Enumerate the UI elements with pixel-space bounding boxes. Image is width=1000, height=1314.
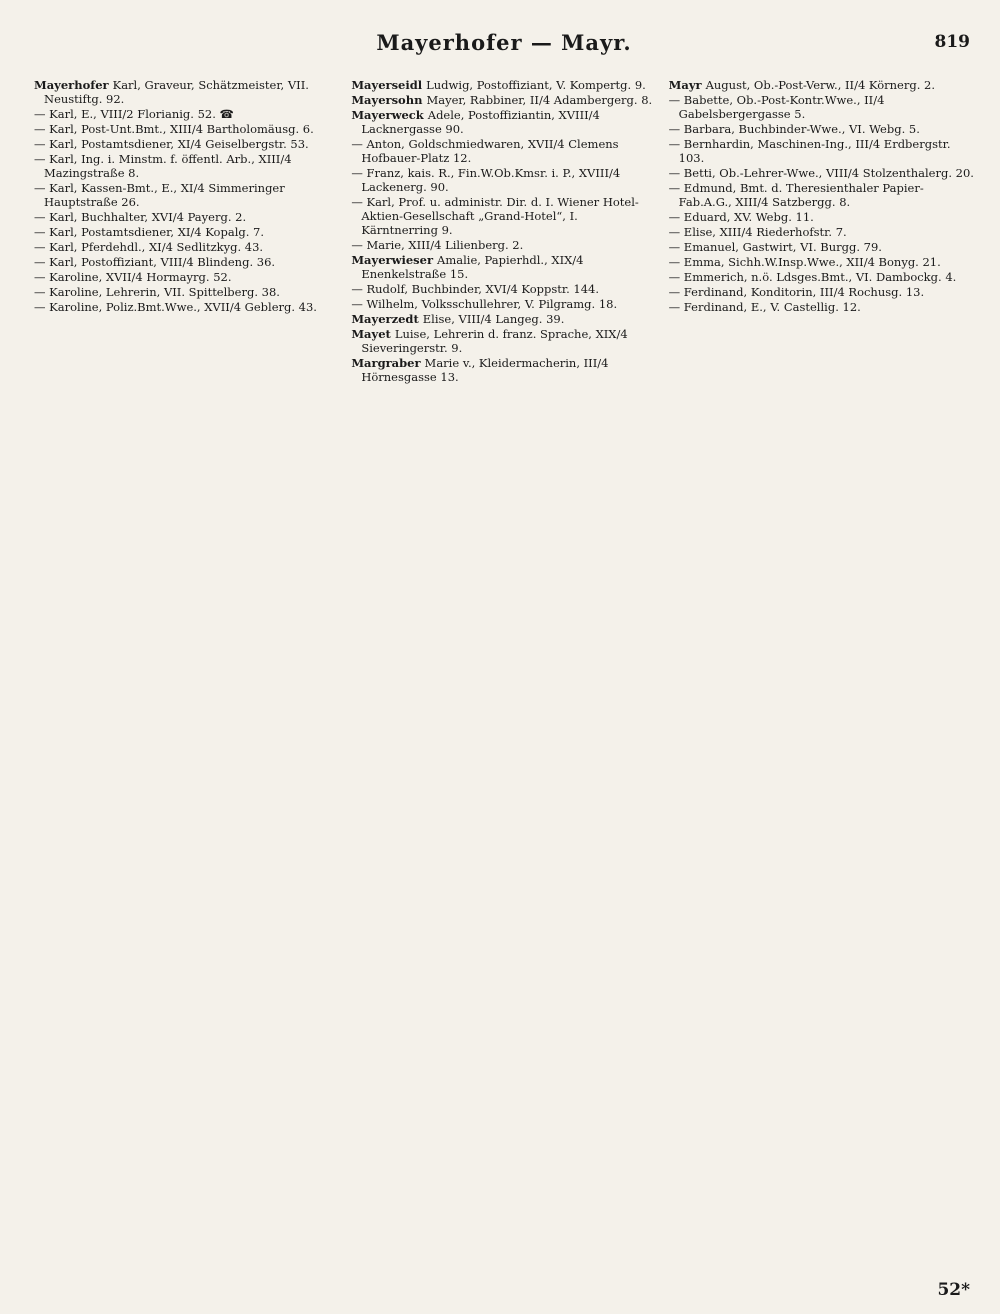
entry-text: — Karl, Postamtsdiener, XI/4 Kopalg. 7. <box>34 225 265 239</box>
directory-entry <box>34 122 339 136</box>
directory-entry <box>351 238 656 252</box>
entry-text: — Karl, Postoffiziant, VIII/4 Blindeng. 36. <box>34 255 276 269</box>
entry-text: — Karl, Kassen-Bmt., E., XI/4 Simmeringer Hauptstraße 26. <box>34 181 285 209</box>
entry-surname: Margraber <box>351 356 425 370</box>
entry-text: — Marie, XIII/4 Lilienberg. 2. <box>351 238 524 252</box>
directory-entry <box>351 253 656 281</box>
directory-entry <box>351 312 656 326</box>
entry-surname: Mayr <box>668 78 706 92</box>
entry-text: — Karl, Ing. i. Minstm. f. öffentl. Arb., XIII/4 Mazingstraße 8. <box>34 152 292 180</box>
entry-surname: Mayerwieser <box>351 253 438 267</box>
entry-text: — Edmund, Bmt. d. Theresienthaler Papier-Fab.A.G., XIII/4 Satzbergg. 8. <box>668 181 924 209</box>
entry-text: August, Ob.-Post-Verw., II/4 Körnerg. 2. <box>705 78 935 92</box>
entry-text: — Karl, E., VIII/2 Florianig. 52. ☎ <box>34 107 234 121</box>
directory-entry <box>34 285 339 299</box>
directory-entry <box>669 166 974 180</box>
directory-entry <box>351 195 656 237</box>
entry-text: — Karoline, XVII/4 Hormayrg. 52. <box>34 270 232 284</box>
directory-entry <box>34 300 339 314</box>
directory-entry <box>351 282 656 296</box>
directory-entry <box>669 93 974 121</box>
entry-text: Marie v., Kleidermacherin, III/4 Hörnesgasse 13. <box>361 356 609 384</box>
directory-entry <box>351 78 656 92</box>
entry-text: — Wilhelm, Volksschullehrer, V. Pilgramg. 18. <box>351 297 618 311</box>
directory-entry <box>34 240 339 254</box>
entry-text: — Emmerich, n.ö. Ldsges.Bmt., VI. Dambockg. 4. <box>668 270 957 284</box>
directory-entry <box>669 300 974 314</box>
entry-text: — Anton, Goldschmiedwaren, XVII/4 Clemens Hofbauer-Platz 12. <box>351 137 619 165</box>
entry-surname: Mayerhofer <box>34 78 113 92</box>
entry-text: — Rudolf, Buchbinder, XVI/4 Koppstr. 144. <box>351 282 600 296</box>
directory-entry <box>351 166 656 194</box>
page-title: Mayerhofer — Mayr. <box>376 30 632 55</box>
signature-mark: 52* <box>937 1280 970 1300</box>
entry-text: Luise, Lehrerin d. franz. Sprache, XIX/4 Sieveringerstr. 9. <box>361 327 628 355</box>
entry-text: — Karl, Pferdehdl., XI/4 Sedlitzkyg. 43. <box>34 240 264 254</box>
directory-entry <box>669 78 974 92</box>
directory-entry <box>34 270 339 284</box>
directory-entry <box>34 78 339 106</box>
entry-text: — Karl, Post-Unt.Bmt., XIII/4 Bartholomäusg. 6. <box>34 122 314 136</box>
directory-entry <box>669 255 974 269</box>
entry-text: — Emanuel, Gastwirt, VI. Burgg. 79. <box>668 240 882 254</box>
entry-surname: Mayerweck <box>351 108 428 122</box>
directory-entry <box>34 152 339 180</box>
directory-entry <box>351 93 656 107</box>
entry-text: — Bernhardin, Maschinen-Ing., III/4 Erdbergstr. 103. <box>668 137 951 165</box>
entry-text: — Franz, kais. R., Fin.W.Ob.Kmsr. i. P., XVIII/4 Lackenerg. 90. <box>351 166 621 194</box>
entry-text: — Betti, Ob.-Lehrer-Wwe., VIII/4 Stolzenthalerg. 20. <box>668 166 974 180</box>
entry-text: — Ferdinand, Konditorin, III/4 Rochusg. 13. <box>668 285 925 299</box>
entry-text: — Babette, Ob.-Post-Kontr.Wwe., II/4 Gabelsbergergasse 5. <box>668 93 885 121</box>
entry-text: — Karl, Prof. u. administr. Dir. d. I. Wiener Hotel-Aktien-Gesellschaft „Grand-Hotel“, I. Kärntnerring 9. <box>351 195 639 237</box>
directory-entry <box>351 327 656 355</box>
entry-surname: Mayet <box>351 327 395 341</box>
entry-surname: Mayersohn <box>351 93 427 107</box>
directory-entry <box>669 210 974 224</box>
entry-text: Adele, Postoffiziantin, XVIII/4 Lacknergasse 90. <box>361 108 600 136</box>
entry-text: Mayer, Rabbiner, II/4 Adambergerg. 8. <box>426 93 653 107</box>
page-number: 819 <box>934 32 970 52</box>
entry-surname: Mayerzedt <box>351 312 423 326</box>
directory-entry <box>34 210 339 224</box>
entry-text: — Elise, XIII/4 Riederhofstr. 7. <box>668 225 847 239</box>
entry-surname: Mayerseidl <box>351 78 427 92</box>
directory-entry <box>669 270 974 284</box>
directory-entry <box>351 356 656 384</box>
directory-entry <box>669 137 974 165</box>
entry-text: — Karoline, Lehrerin, VII. Spittelberg. 38. <box>34 285 280 299</box>
directory-entry <box>34 181 339 209</box>
page-header <box>34 30 974 64</box>
directory-entry <box>669 122 974 136</box>
entry-text: — Karl, Buchhalter, XVI/4 Payerg. 2. <box>34 210 247 224</box>
directory-entry <box>34 107 339 121</box>
entry-text: Amalie, Papierhdl., XIX/4 Enenkelstraße 15. <box>361 253 584 281</box>
entry-text: Ludwig, Postoffiziant, V. Kompertg. 9. <box>426 78 646 92</box>
directory-entry <box>669 181 974 209</box>
directory-entry <box>351 137 656 165</box>
column-3 <box>669 78 974 385</box>
entry-text: Elise, VIII/4 Langeg. 39. <box>422 312 565 326</box>
directory-entry <box>351 297 656 311</box>
column-2 <box>351 78 656 385</box>
entry-columns <box>34 78 974 385</box>
entry-text: — Emma, Sichh.W.Insp.Wwe., XII/4 Bonyg. 21. <box>668 255 941 269</box>
directory-entry <box>669 285 974 299</box>
directory-entry <box>669 225 974 239</box>
directory-entry <box>34 137 339 151</box>
entry-text: Karl, Graveur, Schätzmeister, VII. Neustiftg. 92. <box>44 78 309 106</box>
entry-text: — Karl, Postamtsdiener, XI/4 Geiselbergstr. 53. <box>34 137 309 151</box>
directory-entry <box>351 108 656 136</box>
column-1 <box>34 78 339 385</box>
entry-text: — Karoline, Poliz.Bmt.Wwe., XVII/4 Geblerg. 43. <box>34 300 317 314</box>
entry-text: — Eduard, XV. Webg. 11. <box>668 210 814 224</box>
directory-entry <box>669 240 974 254</box>
directory-entry <box>34 255 339 269</box>
entry-text: — Ferdinand, E., V. Castellig. 12. <box>668 300 861 314</box>
entry-text: — Barbara, Buchbinder-Wwe., VI. Webg. 5. <box>668 122 920 136</box>
directory-entry <box>34 225 339 239</box>
